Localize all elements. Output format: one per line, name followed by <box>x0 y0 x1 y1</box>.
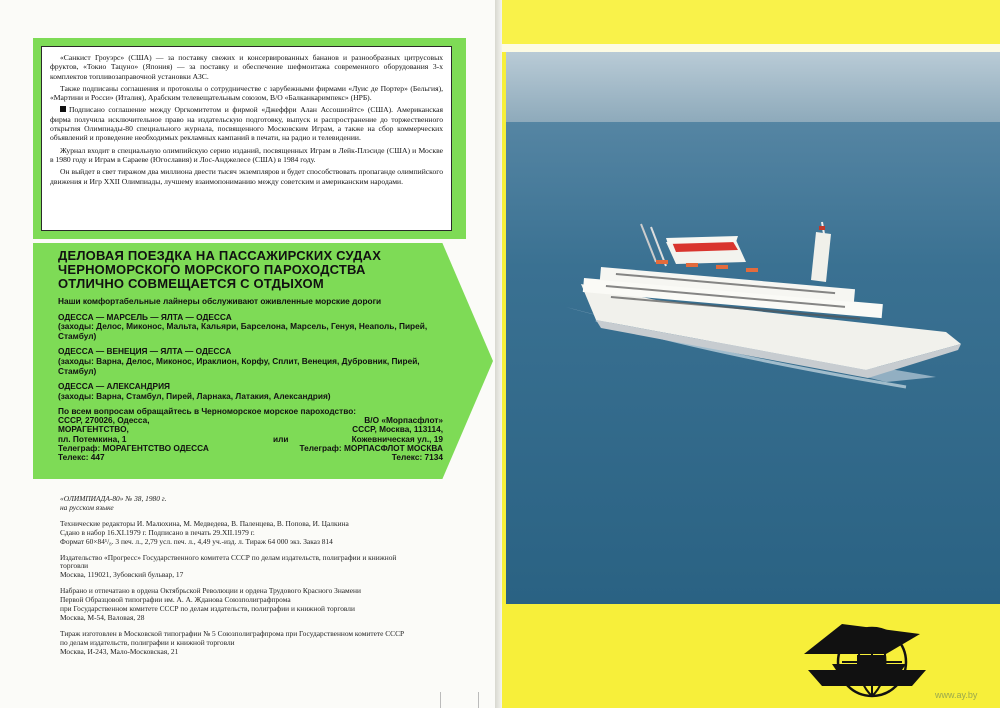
ad-title-line: ДЕЛОВАЯ ПОЕЗДКА НА ПАССАЖИРСКИХ СУДАХ <box>58 248 382 263</box>
imprint-printer: Набрано и отпечатано в ордена Октябрьской Революции и ордена Трудового Красного Знамени <box>60 586 361 596</box>
page-gutter <box>495 0 502 708</box>
left-page <box>0 0 495 708</box>
route-stops: (заходы: Делос, Миконос, Мальта, Кальяри, Барселона, Марсель, Генуя, Неаполь, Пирей, <box>58 321 428 332</box>
contact-line: пл. Потемкина, 1 <box>58 433 127 444</box>
contact-intro: По всем вопросам обращайтесь в Черноморское морское пароходство: <box>58 406 357 417</box>
yellow-top-band <box>502 0 1000 44</box>
route-stops: Стамбул) <box>58 330 97 341</box>
contact-line: В/О «Морпасфлот» <box>364 415 443 425</box>
cruise-ad-text <box>58 249 458 417</box>
imprint-printer-address: Москва, М-54, Валовая, 28 <box>60 612 145 622</box>
route-name: ОДЕССА — АЛЕКСАНДРИЯ <box>58 381 171 392</box>
route-stops: (заходы: Варна, Делос, Миконос, Ираклион, Корфу, Сплит, Венеция, Дубровник, Пирей, <box>58 355 420 366</box>
ad-intro: Наши комфортабельные лайнеры обслуживают оживленные морские дороги <box>58 296 382 306</box>
ship-globe-logo-icon <box>802 610 932 705</box>
notice-paragraph: Также подписаны соглашения и протоколы о сотрудничестве с зарубежными фирмами «Луис де Портер» (Бельгия), «Мартини и Росси» (Италия), Арабским телевещательным союзом, В/О «Балканкаримпекс» (НРБ). <box>50 83 443 103</box>
imprint-title-text: «ОЛИМПИАДА-80» № 38, 1980 г. <box>60 494 167 503</box>
pale-stripe <box>502 44 1000 52</box>
imprint-lang <box>60 504 460 513</box>
telegraph-odessa: Телеграф: МОРАГЕНТСТВО ОДЕССА <box>58 443 209 453</box>
contact-moscow <box>308 416 443 444</box>
crop-mark <box>478 692 479 708</box>
imprint-publisher: Издательство «Прогресс» Государственного комитета СССР по делам издательств, полиграфии и книжной <box>60 552 397 562</box>
imprint-lang-text: на русском языке <box>60 502 114 512</box>
watermark: www.ay.by <box>935 690 978 700</box>
notice-paragraph-text: Подписано соглашение между Оргкомитетом и фирмой «Джеффри Алан Ассошиэйтс» (США). Американская фирма получила исключительное право на издательскую подготовку, выпуск и распространение до торжественного открытия Олимпиады-80 специального журнала, посвященного Московским Играм, а также на сбор коммерческих объявлений и проведение необходимых рекламных кампаний в печати, на радио и телевидении. <box>50 105 443 143</box>
imprint-publisher: торговли <box>60 561 89 571</box>
imprint-dates: Сдано в набор 16.XI.1979 г. Подписано в печать 29.XII.1979 г. <box>60 527 255 537</box>
ad-title-line: ОТЛИЧНО СОВМЕЩАЕТСЯ С ОТДЫХОМ <box>58 276 324 291</box>
imprint-print-run: Тираж изготовлен в Московской типографии № 5 Союзполиграфпрома при Государственном комитете СССР <box>60 628 405 638</box>
telex-moscow: Телекс: 7134 <box>391 452 443 462</box>
route-name: ОДЕССА — МАРСЕЛЬ — ЯЛТА — ОДЕССА <box>58 311 232 322</box>
route-name: ОДЕССА — ВЕНЕЦИЯ — ЯЛТА — ОДЕССА <box>58 346 232 357</box>
contact-line: СССР, Москва, 113114, <box>352 424 443 435</box>
square-bullet-icon <box>60 106 66 112</box>
contact-odessa <box>58 416 278 444</box>
notice-paragraph <box>50 105 443 142</box>
notice-text-frame <box>41 46 452 231</box>
right-page <box>502 0 1000 708</box>
notice-paragraph: «Санкист Гроуэрс» (США) — за поставку свежих и консервированных бананов и разнообразных цитрусовых фруктов, «Токио Тацуно» (Япония) — за поставку и обеспечение шефмонтажа современного оборудования 3-х комплектов топливозаправочной установки АЗС. <box>50 53 443 81</box>
imprint-printer: при Государственном комитете СССР по делам издательств, полиграфии и книжной торговли <box>60 604 355 614</box>
imprint-print-run: по делам издательств, полиграфии и книжной торговли <box>60 637 235 647</box>
telex-odessa: Телекс: 447 <box>58 452 105 462</box>
crop-mark <box>440 692 441 708</box>
notice-box <box>33 38 466 239</box>
imprint-publisher-address: Москва, 119021, Зубовский бульвар, 17 <box>60 570 184 580</box>
morpasflot-logo <box>802 610 932 705</box>
imprint-title <box>60 495 460 504</box>
imprint-printer: Первой Образцовой типографии им. А. А. Жданова Союзполиграфпрома <box>60 595 291 605</box>
contact-line: СССР, 270026, Одесса, <box>58 415 150 425</box>
cruise-ad-arrow <box>33 243 493 479</box>
ship-illustration <box>506 52 1000 604</box>
contact-or: или <box>273 434 289 444</box>
contact-line: Кожевническая ул., 19 <box>351 433 443 444</box>
route-stops: (заходы: Варна, Стамбул, Пирей, Ларнака, Латакия, Александрия) <box>58 390 331 401</box>
contact-line: МОРАГЕНТСТВО, <box>58 424 129 435</box>
imprint <box>60 495 460 657</box>
telegraph-moscow: Телеграф: МОРПАСФЛОТ МОСКВА <box>299 443 443 453</box>
route-stops: Стамбул) <box>58 365 97 376</box>
notice-paragraph: Он выйдет в свет тиражом два миллиона двести тысяч экземпляров и будет способствовать пропаганде олимпийского движения и Игр XXII Олимпиады, лучшему взаимопониманию между советским и американским народами. <box>50 167 443 186</box>
imprint-print-run-address: Москва, И-243, Мало-Московская, 21 <box>60 646 179 656</box>
cruise-ship-photo <box>506 52 1000 604</box>
notice-paragraph: Журнал входит в специальную олимпийскую серию изданий, посвященных Играм в Лейк-Плэсиде (США) и Москве в 1980 году и Играм в Сараеве (Югославия) и Лос-Анджелесе (США) в 1984 году. <box>50 145 443 164</box>
imprint-editors: Технические редакторы И. Малюхина, М. Медведева, В. Паленцева, В. Попова, И. Цалкина <box>60 518 349 528</box>
ad-title <box>58 249 458 291</box>
ad-title-line: ЧЕРНОМОРСКОГО МОРСКОГО ПАРОХОДСТВА <box>58 262 366 277</box>
imprint-format: Формат 60×84¹/₈. 3 печ. л., 2,79 усл. печ. л., 4,49 уч.-изд. л. Тираж 64 000 экз. Заказ 814 <box>60 536 333 546</box>
